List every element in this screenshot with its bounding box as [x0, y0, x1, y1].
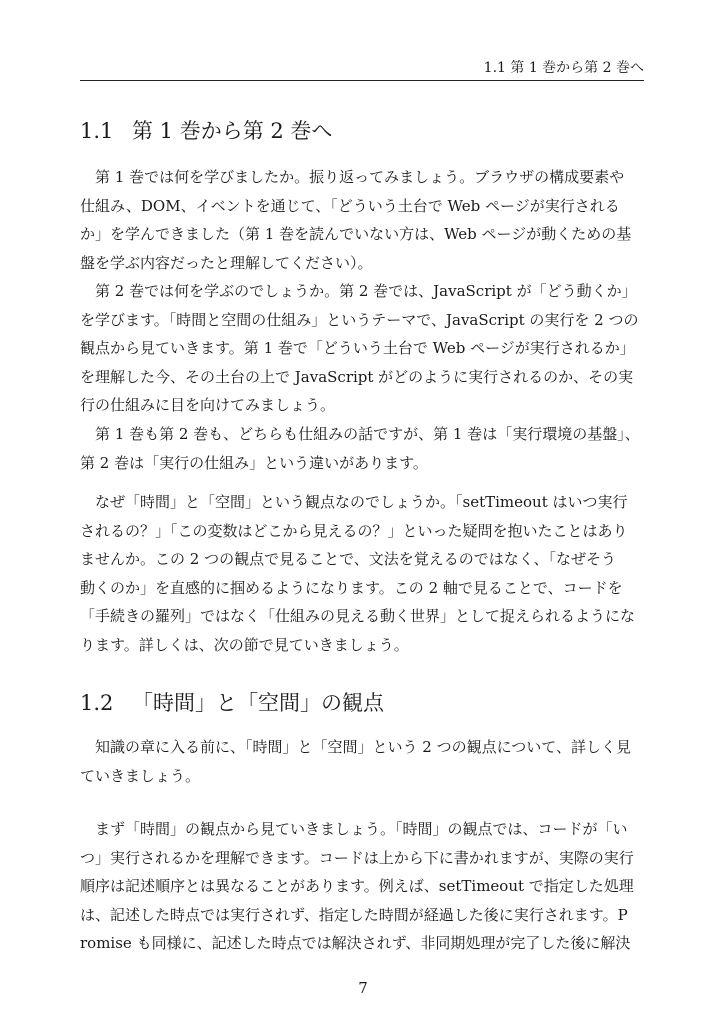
text-line: 行の仕組みに目を向けてみましょう。 [80, 396, 336, 415]
text-line: は、記述した時点では実行されず、指定した時間が経過した後に実行されます。P [80, 905, 628, 924]
running-header: 1.1 第 1 巻から第 2 巻へ [483, 60, 644, 76]
text-line: か」を学んできました（第 1 巻を読んでいない方は、Web ページが動くための基 [80, 225, 632, 244]
paragraph [80, 488, 644, 660]
text-line: ていきましょう。 [80, 766, 201, 785]
text-line: 動くのか」を直感的に掴めるようになります。この 2 軸で見ることで、コードを [80, 578, 623, 597]
text-line: 観点から見ていきます。第 1 巻で「どういう土台で Web ページが実行されるか」 [80, 339, 635, 358]
section-title: 第 1 巻から第 2 巻へ [132, 119, 333, 143]
text-line: ませんか。この 2 つの観点で見ることで、文法を覚えるのではなく、「なぜそう [80, 550, 616, 569]
text-line: 第 1 巻も第 2 巻も、どちらも仕組みの話ですが、第 1 巻は「実行環境の基盤」、 [95, 425, 640, 443]
text-line: 知識の章に入る前に、「時間」と「空間」という 2 つの観点について、詳しく見 [95, 738, 631, 756]
text-line: romise も同様に、記述した時点では解決されず、非同期処理が完了した後に解決 [80, 934, 631, 953]
paragraph [80, 163, 644, 277]
text-line: ります。詳しくは、次の節で見ていきましょう。 [80, 635, 409, 654]
section-heading-1-2 [80, 689, 384, 717]
text-line: を学びます。「時間と空間の仕組み」というテーマで、JavaScript の実行を 2 つの [80, 310, 639, 329]
section-number: 1.1 [80, 119, 114, 143]
text-line: つ」実行されるかを理解できます。コードは上から下に書かれますが、実際の実行 [80, 848, 634, 867]
text-line: 第 2 巻では何を学ぶのでしょうか。第 2 巻では、JavaScript が「どう動くか」 [95, 282, 637, 300]
paragraph [80, 277, 644, 420]
text-line: なぜ「時間」と「空間」という観点なのでしょうか。「setTimeout はいつ実行 [95, 493, 628, 511]
section-heading-1-1 [80, 117, 332, 145]
paragraph [80, 733, 644, 790]
text-line: 第 2 巻は「実行の仕組み」という違いがあります。 [80, 453, 428, 472]
text-line: まず「時間」の観点から見ていきましょう。「時間」の観点では、コードが「い [95, 820, 628, 838]
text-line: を理解した今、その土台の上で JavaScript がどのように実行されるのか、その実 [80, 367, 634, 386]
paragraph [80, 815, 644, 958]
text-line: 仕組み、DOM、イベントを通じて、「どういう土台で Web ページが実行される [80, 196, 620, 215]
text-line: 順序は記述順序とは異なることがあります。例えば、setTimeout で指定した処理 [80, 877, 634, 896]
page-number: 7 [358, 979, 368, 997]
text-line: 第 1 巻では何を学びましたか。振り返ってみましょう。ブラウザの構成要素や [95, 168, 625, 186]
paragraph [80, 420, 644, 477]
header-rule [80, 80, 644, 81]
text-line: 「手続きの羅列」ではなく「仕組みの見える動く世界」として捉えられるようにな [80, 607, 636, 626]
section-title: 「時間」と「空間」の観点 [132, 691, 384, 715]
text-line: 盤を学ぶ内容だったと理解してください）。 [80, 253, 373, 272]
text-line: されるの？」「この変数はどこから見えるの？」といった疑問を抱いたことはあり [80, 521, 628, 540]
section-number: 1.2 [80, 691, 114, 715]
